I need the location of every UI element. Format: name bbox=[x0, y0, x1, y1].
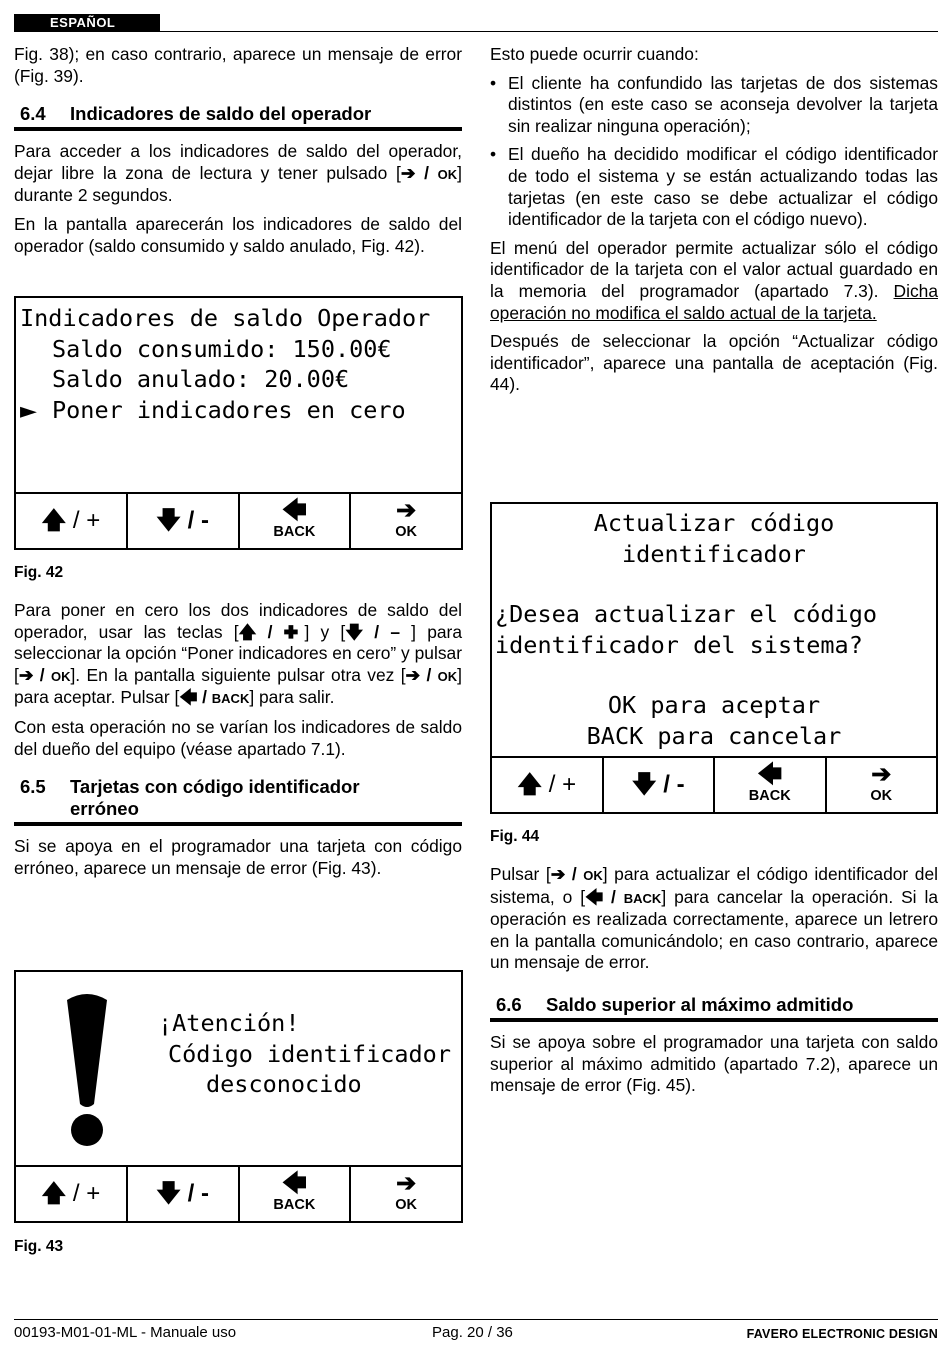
keypad bbox=[14, 492, 463, 550]
screen-title: Actualizar código bbox=[593, 509, 835, 537]
up-plus-key[interactable]: 🡅 / + bbox=[492, 758, 604, 812]
arrow-left-icon: 🡄 bbox=[281, 1170, 307, 1197]
arrow-down-icon: 🡇 bbox=[156, 1180, 181, 1208]
arrow-down-icon: 🡇 bbox=[631, 771, 657, 799]
section-6-4-heading: 6.4 Indicadores de saldo del operador bbox=[14, 103, 462, 131]
screen-title: Indicadores de saldo Operador bbox=[20, 304, 431, 332]
screen-annulled: Saldo anulado: 20.00€ bbox=[52, 365, 350, 393]
question-text-2: identificador del sistema? bbox=[495, 630, 863, 659]
question-text: ¿Desea actualizar el código bbox=[495, 600, 878, 628]
paragraph: Para acceder a los indicadores de saldo del operador, dejar libre la zona de lectura y tener pulsado [➔ / OK] durante 2 segundos. bbox=[14, 141, 462, 206]
ok-key[interactable]: ➔ OK bbox=[351, 1167, 461, 1221]
paragraph: Para poner en cero los dos indicadores de saldo del operador, usar las teclas [🡅 / ✚] y [🡇 / – ] para seleccionar la opción “Poner indicadores en cero” y pulsar [➔ / OK]. En la pantalla siguiente pulsar otra vez [➔ / OK] para aceptar. Pulsar [🡄 / BACK] para salir. bbox=[14, 600, 463, 708]
screen-reset-option: ► Poner indicadores en cero bbox=[20, 395, 461, 428]
back-key[interactable]: 🡄 BACK bbox=[240, 494, 352, 548]
keypad bbox=[14, 1165, 463, 1223]
paragraph: En la pantalla aparecerán los indicadores de saldo del operador (saldo consumido y saldo anulado, Fig. 42). bbox=[14, 213, 462, 256]
paragraph: Pulsar [➔ / OK] para actualizar el código identificador del sistema, o [🡄 / BACK] para cancelar la operación. Si la operación es realizada correctamente, aparece un letrero en la pantalla comunicándolo; en caso contrario, aparece un mensaje de error. bbox=[490, 864, 938, 973]
back-key[interactable]: 🡄 BACK bbox=[715, 758, 827, 812]
paragraph: Si se apoya en el programador una tarjeta con código erróneo, aparece un mensaje de error (Fig. 43). bbox=[14, 836, 462, 878]
paragraph: Esto puede ocurrir cuando: bbox=[490, 44, 699, 64]
header-rule bbox=[14, 31, 938, 32]
section-6-5-heading: 6.5 Tarjetas con código identificador erróneo bbox=[14, 776, 462, 826]
footer-doc-code: 00193-M01-01-ML - Manuale uso bbox=[14, 1324, 237, 1341]
accept-hint: OK para aceptar bbox=[607, 691, 821, 719]
arrow-right-icon: ➔ bbox=[396, 497, 417, 524]
arrow-down-icon: 🡇 bbox=[156, 507, 181, 535]
right-column bbox=[490, 44, 938, 403]
keypad bbox=[490, 756, 938, 814]
up-plus-key[interactable]: 🡅 / + bbox=[16, 494, 128, 548]
left-column-lower bbox=[14, 600, 462, 886]
figure-caption: Fig. 43 bbox=[14, 1238, 64, 1255]
down-minus-key[interactable]: 🡇 / - bbox=[128, 494, 240, 548]
unknown-text: desconocido bbox=[206, 1070, 362, 1098]
screen-consumed: Saldo consumido: 150.00€ bbox=[52, 334, 392, 363]
ok-key[interactable]: ➔ OK bbox=[827, 758, 937, 812]
paragraph: Después de seleccionar la opción “Actualizar código identificador”, aparece una pantalla de aceptación (Fig. 44). bbox=[490, 331, 938, 395]
paragraph: El menú del operador permite actualizar sólo el código identificador de la tarjeta con el valor actual guardado en la memoria del programador (apartado 7.3). Dicha operación no modifica el saldo actual de la tarjeta. bbox=[490, 237, 938, 323]
arrow-up-icon: 🡅 bbox=[41, 507, 67, 535]
arrow-up-icon: 🡅 bbox=[517, 771, 543, 799]
paragraph: Fig. 38); en caso contrario, aparece un mensaje de error (Fig. 39). bbox=[14, 44, 462, 86]
list-item: • El dueño ha decidido modificar el código identificador de todo el sistema y se están actualizando todas las tarjetas (en este caso se debe actualizar el código identificador de la tarjeta con el código nuevo). bbox=[490, 144, 938, 230]
down-minus-key[interactable]: 🡇 / - bbox=[128, 1167, 240, 1221]
arrow-left-icon: 🡄 bbox=[757, 761, 783, 788]
section-6-6-heading: 6.6 Saldo superior al máximo admitido bbox=[490, 994, 938, 1022]
paragraph: Si se apoya sobre el programador una tarjeta con saldo superior al máximo admitido (apartado 7.2), aparece un mensaje de error (Fig. 45). bbox=[490, 1031, 938, 1096]
attention-text: ¡Atención! bbox=[158, 1009, 300, 1037]
pointer-icon: ► bbox=[20, 398, 37, 424]
display-screen-fig43 bbox=[14, 970, 463, 1223]
arrow-left-icon: 🡄 bbox=[281, 497, 307, 524]
exclamation-icon bbox=[64, 994, 110, 1146]
paragraph: Con esta operación no se varían los indicadores de saldo del dueño del equipo (véase apartado 7.1). bbox=[14, 716, 462, 759]
arrow-right-icon: ➔ bbox=[396, 1170, 417, 1197]
footer-page-number: Pag. 20 / 36 bbox=[432, 1324, 513, 1341]
arrow-right-icon: ➔ bbox=[871, 761, 892, 788]
figure-caption: Fig. 42 bbox=[14, 564, 64, 581]
footer-brand: FAVERO ELECTRONIC DESIGN bbox=[746, 1327, 938, 1341]
up-plus-key[interactable]: 🡅 / + bbox=[16, 1167, 128, 1221]
display-screen-fig44 bbox=[490, 502, 938, 814]
back-key[interactable]: 🡄 BACK bbox=[240, 1167, 352, 1221]
bullet-list bbox=[490, 73, 938, 231]
footer-rule bbox=[14, 1319, 938, 1320]
code-text: Código identificador bbox=[168, 1039, 451, 1068]
right-column-lower bbox=[490, 864, 938, 1104]
ok-key[interactable]: ➔ OK bbox=[351, 494, 461, 548]
arrow-up-icon: 🡅 bbox=[41, 1180, 67, 1208]
down-minus-key[interactable]: 🡇 / - bbox=[604, 758, 716, 812]
language-tab: ESPAÑOL bbox=[14, 14, 160, 32]
list-item: • El cliente ha confundido las tarjetas de dos sistemas distintos (en este caso se aconseja devolver la tarjeta sin realizar ninguna operación); bbox=[490, 72, 938, 136]
left-column bbox=[14, 44, 462, 264]
cancel-hint: BACK para cancelar bbox=[586, 721, 842, 750]
display-screen-fig42 bbox=[14, 296, 463, 550]
screen-title-2: identificador bbox=[622, 539, 806, 568]
figure-caption: Fig. 44 bbox=[490, 828, 540, 845]
